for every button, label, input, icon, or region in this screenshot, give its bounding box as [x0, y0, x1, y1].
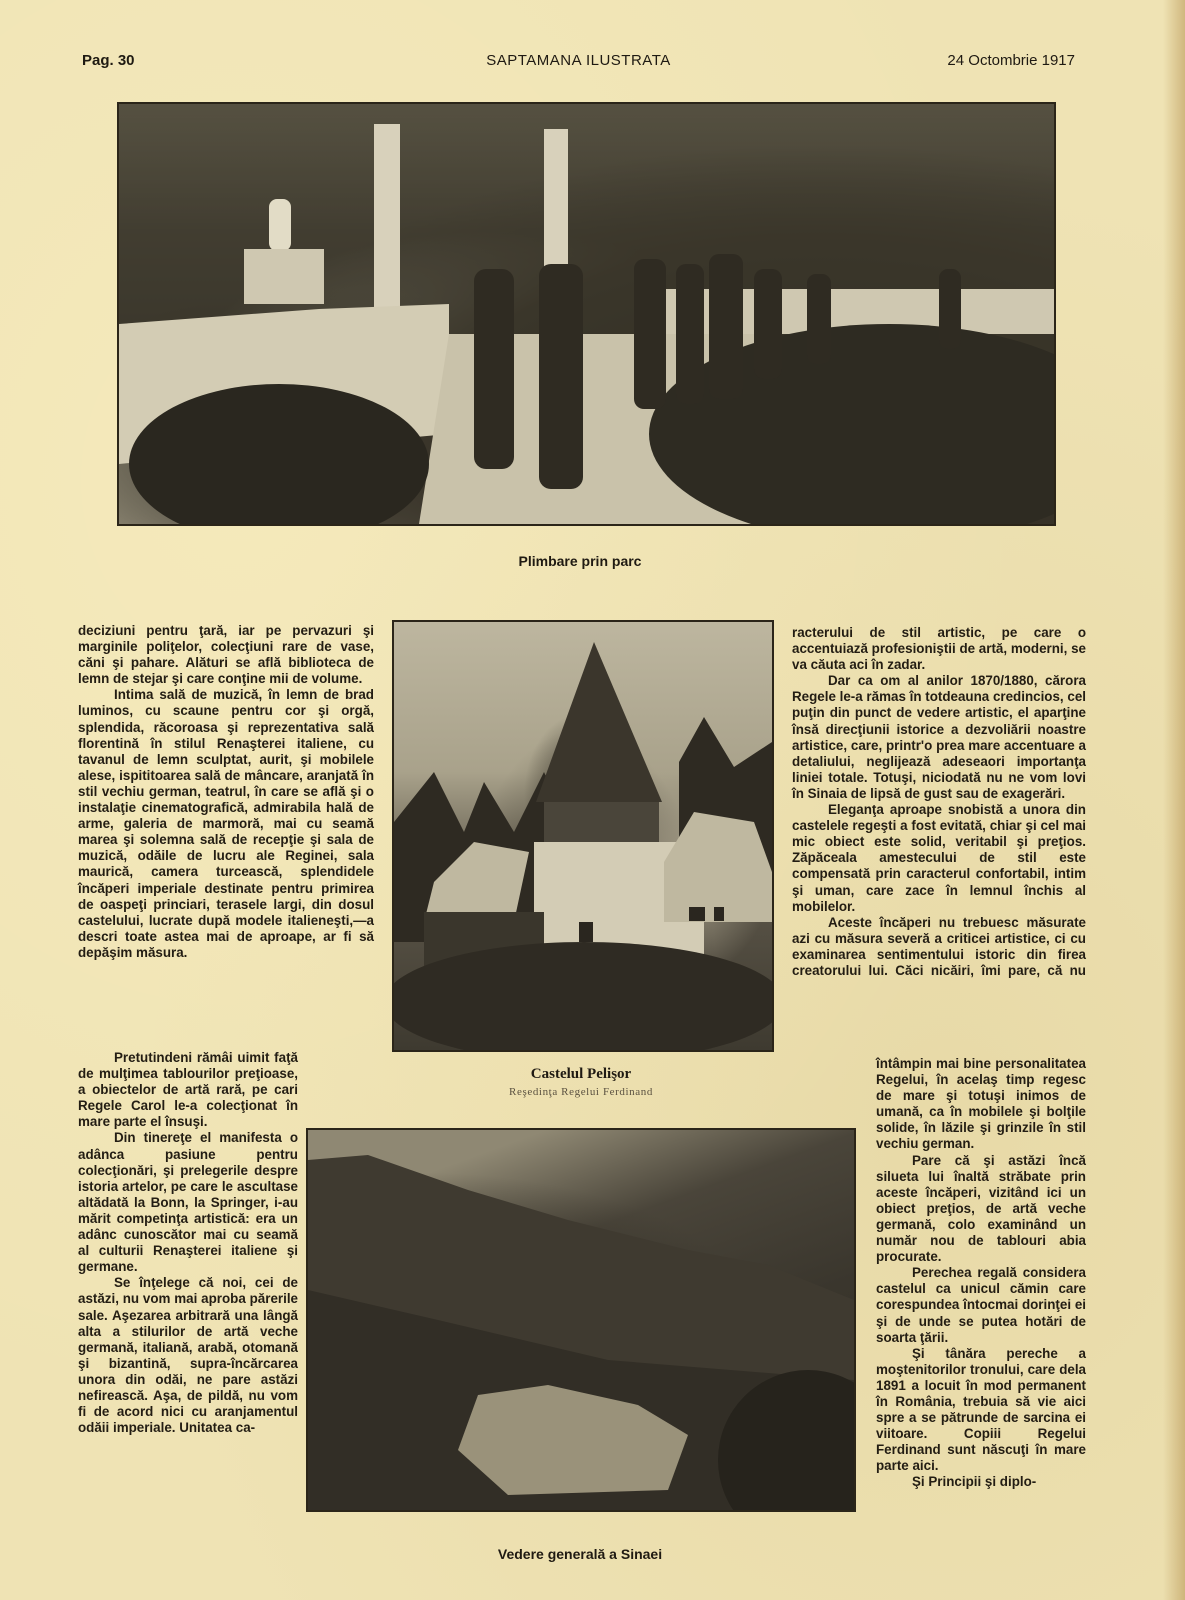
paragraph: Aceste încăperi nu trebuesc măsurate azi cu măsura severă a criticei artistice, ci cu examinarea sentimentului istoric din firea creatorului lui. Căci nicăiri, îmi pare, că nu — [792, 914, 1086, 978]
statue-pedestal — [244, 249, 324, 304]
paragraph: Şi Principii şi diplo- — [912, 1474, 1037, 1490]
paragraph: Eleganţa aproape snobistă a unora din castelele regeşti a fost evitată, chiar şi cel mai mic obiect este solid, veritabil şi preţios. Zăpăceala amestecului de stil este compensată prin caracterul confortabil, intim şi uman, care zace în lemnul închis al mobilelor. — [792, 802, 1086, 914]
tower-roof — [536, 642, 662, 802]
caption-castle: Castelul Pelişor — [530, 1066, 632, 1082]
tower-loggia — [544, 802, 659, 842]
article-column-left-top — [78, 623, 374, 961]
caption-castle-sub: Reşedinţa Regelui Ferdinand — [509, 1086, 653, 1098]
paragraph: Se înţelege că noi, cei de astăzi, nu vom mai aproba părerile sale. Aşezarea arbitrară una lângă alta a stilurilor de artă veche germană, italiană, arabă, otomană şi bizantină, supra-încărcarea unora din odăi, ne pare astăzi nefirească. Aşa, de pildă, nu vom fi de acord nici cu aranjamentul odăii imperiale. Unitatea ca- — [78, 1275, 298, 1436]
article-column-right-top — [792, 625, 1086, 979]
paragraph: întâmpin mai bine personalitatea Regelui, în acelaş timp regesc de mare şi totuşi inimos de umană, ca în mobilele şi bolţile solide, în lăzile şi grinzile în stil vechiu german. — [876, 1056, 1086, 1152]
sinaia-scene — [308, 1130, 854, 1510]
issue-date: 24 Octombrie 1917 — [947, 52, 1075, 69]
paragraph: Din tinereţe el manifesta o adânca pasiune pentru colecţionări, şi prelegerile despre istoria artelor, pe care le ascultase altădată la Bonn, la Springer, i-au mărit competinţa artistică: era un adânc cunoscător mai cu seamă al culturii Renaşterei italiene şi germane. — [78, 1130, 298, 1275]
publication-title: SAPTAMANA ILUSTRATA — [486, 52, 671, 69]
photo-pelisor-castle — [392, 620, 774, 1052]
caption-park: Plimbare prin parc — [518, 553, 642, 569]
column-left — [374, 124, 400, 324]
paragraph: racterului de stil artistic, pe care o accentuiază profesioniştii de artă, moderni, se va căuta aci în zadar. — [792, 625, 1086, 673]
paragraph: Perechea regală considera castelul ca unicul cămin care corespundea întocmai dorinţei ei şi de unde se putea hotări de soarta ţării. — [876, 1265, 1086, 1345]
statue — [269, 199, 291, 251]
photo-sinaia-view — [306, 1128, 856, 1512]
caption-sinaia: Vedere generală a Sinaei — [497, 1546, 663, 1562]
castle-scene — [394, 622, 772, 1050]
paragraph: deciziuni pentru ţară, iar pe pervazuri şi marginile poliţelor, colecţiuni rare de vase, căni şi pahare. Alături se află biblioteca de lemn de stejar şi care conţine mii de volume. — [78, 623, 374, 687]
paragraph: Şi tânăra pereche a moştenitorilor tronului, care dela 1891 a locuit în mod permanent în România, trebuia să vie aici spre a se pătrunde de sarcina ei viitoare. Copiii Regelui Ferdinand sunt născuţi în mare parte aici. — [876, 1345, 1086, 1474]
photo-park-walk — [117, 102, 1056, 526]
paper-edge — [1163, 0, 1185, 1600]
park-scene — [119, 104, 1054, 524]
article-column-right-bottom — [876, 1056, 1086, 1491]
article-column-left-bottom — [78, 1050, 298, 1436]
paragraph: Pretutindeni rămâi uimit faţă de mulţimea tablourilor preţioase, a obiectelor de artă rară, pe cari Regele Carol le-a colecţionat în mare parte el însuşi. — [78, 1050, 298, 1130]
page-number: Pag. 30 — [82, 52, 135, 69]
paragraph: Dar ca om al anilor 1870/1880, cărora Regele le-a rămas în totdeauna credincios, cel puţin din punct de vedere artistic, el aparţine însă direcţiunii istorice a dezvoliării noastre artistice, care, printr'o prea mare accentuare a detaliului, neglijează adeseaori importanţa liniei totale. Totuşi, niciodată nu ne vom lovi în Sinaia de lipsă de gust sau de exagerări. — [792, 673, 1086, 801]
page-header — [82, 52, 1075, 74]
garden-shrubs — [394, 942, 772, 1050]
paragraph: Intima sală de muzică, în lemn de brad luminos, cu scaune pentru cor şi orgă, splendida, răcoroasa şi reprezentativa sală florentină în stilul Renaşterei italiene, cu tavanul de lemn sculptat, aurit, şi mobilele alese, ispititoarea sală de mâncare, aranjată în stil vechiu german, teatrul, în care se află şi o instalaţie cinematografică, admirabila hală de arme, galeria de marmoră, mai cu seamă marea şi solemna sală de recepţie şi sala de muzică, odăile de lucru ale Reginei, sala maurică, camera turcească, splendidele încăperi imperiale destinate pentru primirea de oaspeţi princiari, terasele largi, din dosul castelului, lucrate după modele italieneşti,—a descri toate astea mai de aproape, ar fi să depăşim măsura. — [78, 687, 374, 960]
paragraph: Pare că şi astăzi încă silueta lui înaltă străbate prin aceste încăperi, vizitând ici un obiect preţios, de artă veche germană, colo examinând un număr nou de tablouri abia procurate. — [876, 1152, 1086, 1265]
